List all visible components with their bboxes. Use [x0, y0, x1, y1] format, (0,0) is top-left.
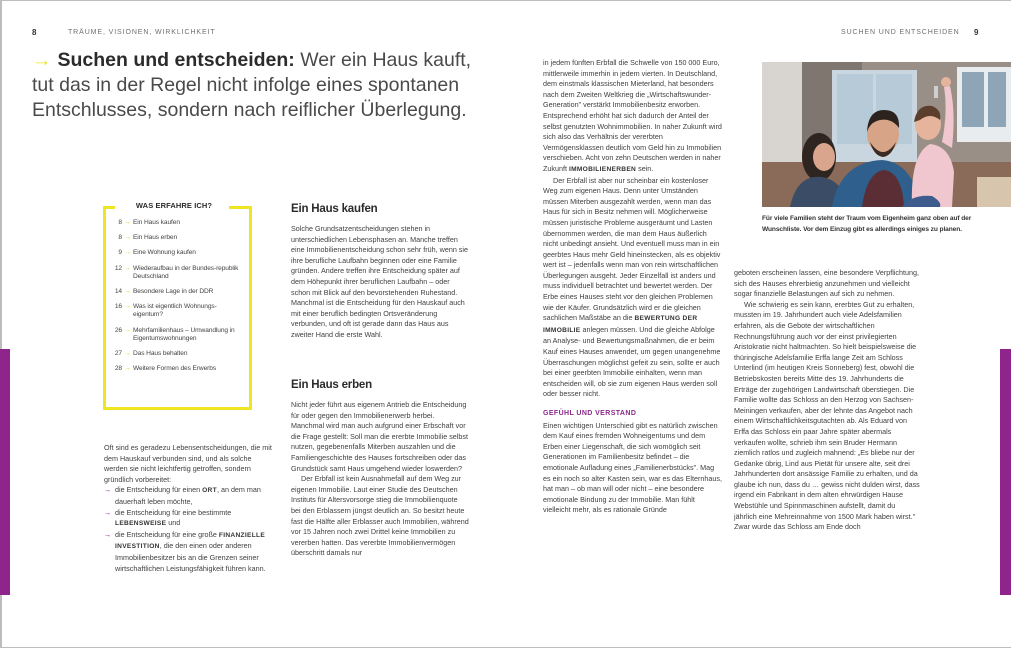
arrow-right-icon: → — [104, 507, 112, 517]
arrow-right-icon: → — [104, 485, 112, 495]
chapter-tab-left — [0, 349, 10, 595]
arrow-right-icon: → — [124, 288, 131, 296]
toc-item[interactable]: 9 → Eine Wohnung kaufen — [118, 249, 196, 257]
right-column-1: in jedem fünften Erbfall die Schwelle von 150 000 Euro, mittlerweile immerhin in jedem vierten. In Deutschland, dem einstmals klassischen Mieterland, hat besonders nach dem Zweiten Weltkrieg die „Wirtschaftswunder-Generation" verstärkt Immobilienbesitz erworben. Entsprechend erhöht hat sich dadurch der Anteil der selbst genutzten Wohnimmobilien. In naher Zukunft wird sich also das Verhältnis der vererbten Vermögensklassen deutlich vom Geld hin zu Immobilien verschieben. Acht von zehn Deutschen werden in naher Zukunft IMMOBILIENERBEN sein. Der Erbfall ist aber nur scheinbar ein kostenloser Weg zum eigenen Haus. Denn unter Umständen müssen Miterben ausgezahlt werden, wenn man das Haus für sich in Besitz nehmen will. Möglicherweise müssen juristische Probleme ausgeräumt und Lasten übernommen werden, die man dem Haus äußerlich nicht unbedingt ansieht. Und eventuell muss man in ein geerbtes Haus mehr Geld hineinstecken, als es objektiv wert ist – jedenfalls wenn man von rein wirtschaftlichen Überlegungen ausgeht. Jeder Einzelfall ist anders und muss individuell betrachtet und bewertet werden. Der Erbe eines Hauses steht vor den gleichen Problemen wie der Käufer. Grundsätzlich wird er die gleichen sachlichen Maßstäbe an die BEWERTUNG DER IMMOBILIE anlegen müssen. Und die gleiche Abfolge an Analyse- und Bewertungsmaßnahmen, die er beim Kauf eines Hauses anwendet, um gegen unangenehme Überraschungen möglichst gefeit zu sein, sollte er auch bei einer geerbten Immobilie einhalten, wenn man entscheiden will, ob sie zum eigenen Haus werden soll oder besser nicht. GEFÜHL UND VERSTAND Einen wichtigen Unterschied gibt es natürlich zwischen dem Kauf eines fremden Wohneigentums und dem Erben einer Liegenschaft, die sich womöglich seit Generationen im Familienbesitz befindet – die emotionale Aufladung eines „Familienerbstücks". Mag es ein noch so alter Kasten sein, war es das Elternhaus, hat man – ob man will oder nicht – eine besondere emotionale Bindung zu der Immobilie. Man fühlt vielleicht mehr, als es rationale Gründe — [543, 58, 722, 515]
toc-title: WAS ERFAHRE ICH? — [135, 201, 213, 210]
toc-item[interactable]: 14 → Besondere Lage in der DDR — [114, 288, 214, 296]
arrow-right-icon: → — [124, 219, 131, 226]
arrow-right-icon: → — [124, 303, 131, 311]
running-head-left: TRÄUME, VISIONEN, WIRKLICHKEIT — [68, 29, 216, 36]
toc-item[interactable]: 8 → Ein Haus kaufen — [118, 219, 180, 226]
arrow-right-icon: → — [124, 350, 131, 358]
arrow-right-icon: → — [124, 264, 131, 272]
toc-item[interactable]: 27 → Das Haus behalten — [114, 350, 188, 358]
intro-column — [104, 443, 276, 574]
chapter-tab-right — [1000, 349, 1011, 595]
section-erben-body: Nicht jeder führt aus eigenem Antrieb die Entscheidung für oder gegen den Immobilienerwerb herbei. Manchmal wird man auch aufgrund einer Erbschaft vor die Frage gestellt: Soll man die ererbte Immobilie selbst nutzen, gegebenenfalls Miterben auszahlen und die Familiengeschichte des Hauses fortschreiben oder das Grundstück samt Haus umgehend wieder loswerden? Der Erbfall ist kein Ausnahmefall auf dem Weg zur eigenen Immobilie. Laut einer Studie des Deutschen Instituts für Altersvorsorge stieg die Immobilienquote bei den Erblassern jüngst deutlich an. So besitzt heute fast die Hälfte aller Erblasser auch Immobilien, während vor 15 Jahren noch zwei Drittel keine Immobilien zu vererben hatten. Das vererbte Immobilienvermögen überschritt damals nur — [291, 400, 469, 558]
arrow-right-icon: → — [124, 234, 131, 242]
running-head-right: SUCHEN UND ENTSCHEIDEN — [841, 29, 960, 36]
section-kaufen-body: Solche Grundsatzentscheidungen stehen in unterschiedlichen Lebensphasen an. Manche treffen eine Immobilienentscheidung schon sehr früh, wenn sie ihre berufliche Laufbahn beginnen oder eine Familie gründen. Andere treffen ihre Entscheidung später auf dem Höhepunkt ihrer beruflichen Laufbahn – oder schon mit Blick auf den bevorstehenden Ruhestand. Manchmal ist die Entscheidung für den Hauskauf auch mit einer beruflich bedingten Ortsveränderung verbunden, und oft ist gerade dann das Haus aus zweiter Hand die erste Wahl. — [291, 224, 468, 339]
family-photo-illustration — [762, 62, 1011, 207]
arrow-right-icon: → — [124, 326, 131, 334]
intro-bullets — [104, 485, 276, 574]
heading-ein-haus-kaufen: Ein Haus kaufen — [291, 203, 378, 215]
right-column-2: geboten erscheinen lassen, eine besondere Verpflichtung, sich des Hauses ehrerbietig anzunehmen und vielleicht sogar finanzielle Belastungen auf sich zu nehmen. Wie schwierig es sein kann, ererbtes Gut zu erhalten, mussten im 19. Jahrhundert auch viele Adelsfamilien erfahren, als die Gebote der wirtschaftlichen Rechnungsführung auch vor der einst privilegierten Aristokratie nicht haltmachten. So hielt beispielsweise die thüringische Adelsfamilie Erffa lange Zeit am Schloss Unterlind (im heutigen Kreis Sonneberg) fest, obwohl die Betriebskosten bereits Mitte des 19. Jahrhunderts die Erträge der zugehörigen Landwirtschaft überstiegen. Die Familie wollte das Schloss an den Herzog von Sachsen-Meiningen verkaufen, aber der lehnte das Angebot nach einem Wirtschaftlichkeitsgutachten ab. Als Eduard von Erffa das Schloss ein paar Jahre später abermals verkaufen wollte, schrieb ihm sein Bruder Hermann ziemlich ratlos und zugleich mahnend: „Es bliebe nur der Gedanke übrig, Lind aus Pietät für unsere alte, seit drei Jahrhunderten dort ansässige Familie zu erhalten, und da glaube ich nun, dass du … gewiss nicht dulden wirst, dass irgend ein Fabrikant in dem alten ehrwürdigen Hause Webstühle und Spinnmaschinen aufstellt, damit du jährlich eine Mehreinnahme von 1500 Mark haben wirst." Zwar wurde das Schloss am Ende doch — [734, 268, 920, 532]
lead-text: Wer ein Haus kauft, tut das in der Regel nicht infolge eines spontanen Entschlusses, sondern nach reiflicher Überlegung. — [32, 49, 472, 121]
arrow-right-icon: → — [124, 365, 131, 373]
lead-paragraph — [32, 48, 492, 123]
bullet-item: → die Entscheidung für einen ORT, an dem man dauerhaft leben möchte, — [104, 485, 261, 506]
arrow-right-icon: → — [32, 49, 52, 71]
bullet-item: → die Entscheidung für eine große FINANZIELLE INVESTITION, die den einen oder anderen Immobilienbesitzer bis an die Grenzen seiner wirtschaftlichen Leistungsfähigkeit führen kann. — [104, 529, 266, 573]
toc-box-top-left — [103, 206, 115, 209]
arrow-right-icon: → — [124, 249, 131, 257]
toc-item[interactable]: 12 → Wiederaufbau in der Bundes-republik Deutschland — [114, 264, 239, 280]
heading-ein-haus-erben: Ein Haus erben — [291, 379, 372, 391]
page-number-left: 8 — [32, 28, 37, 37]
toc-box-top-right — [229, 206, 249, 209]
lead-bold: Suchen und entscheiden: — [57, 49, 295, 71]
toc-item[interactable]: 8 → Ein Haus erben — [118, 234, 178, 242]
subheading-gefuehl-und-verstand: GEFÜHL UND VERSTAND — [543, 410, 637, 417]
toc-item[interactable]: 16 → Was ist eigentlich Wohnungs-eigentum? — [114, 303, 217, 319]
toc-list — [108, 219, 244, 380]
toc-item[interactable]: 26 → Mehrfamilienhaus – Umwandlung in Eigentumswohnungen — [114, 326, 235, 342]
family-photo — [762, 62, 1011, 207]
bullet-item: → die Entscheidung für eine bestimmte LEBENSWEISE und — [104, 507, 232, 528]
toc-item[interactable]: 28 → Weitere Formen des Erwerbs — [114, 365, 217, 373]
photo-caption: Für viele Familien steht der Traum vom Eigenheim ganz oben auf der Wunschliste. Vor dem Einzug gibt es allerdings einiges zu planen. — [762, 215, 972, 233]
page-number-right: 9 — [974, 28, 979, 37]
intro-text: Oft sind es geradezu Lebensentscheidungen, die mit dem Hauskauf verbunden sind, und als solche werden sie nicht leichtfertig getroffen, sondern gründlich vorbereitet: — [104, 443, 272, 484]
arrow-right-icon: → — [104, 529, 112, 539]
